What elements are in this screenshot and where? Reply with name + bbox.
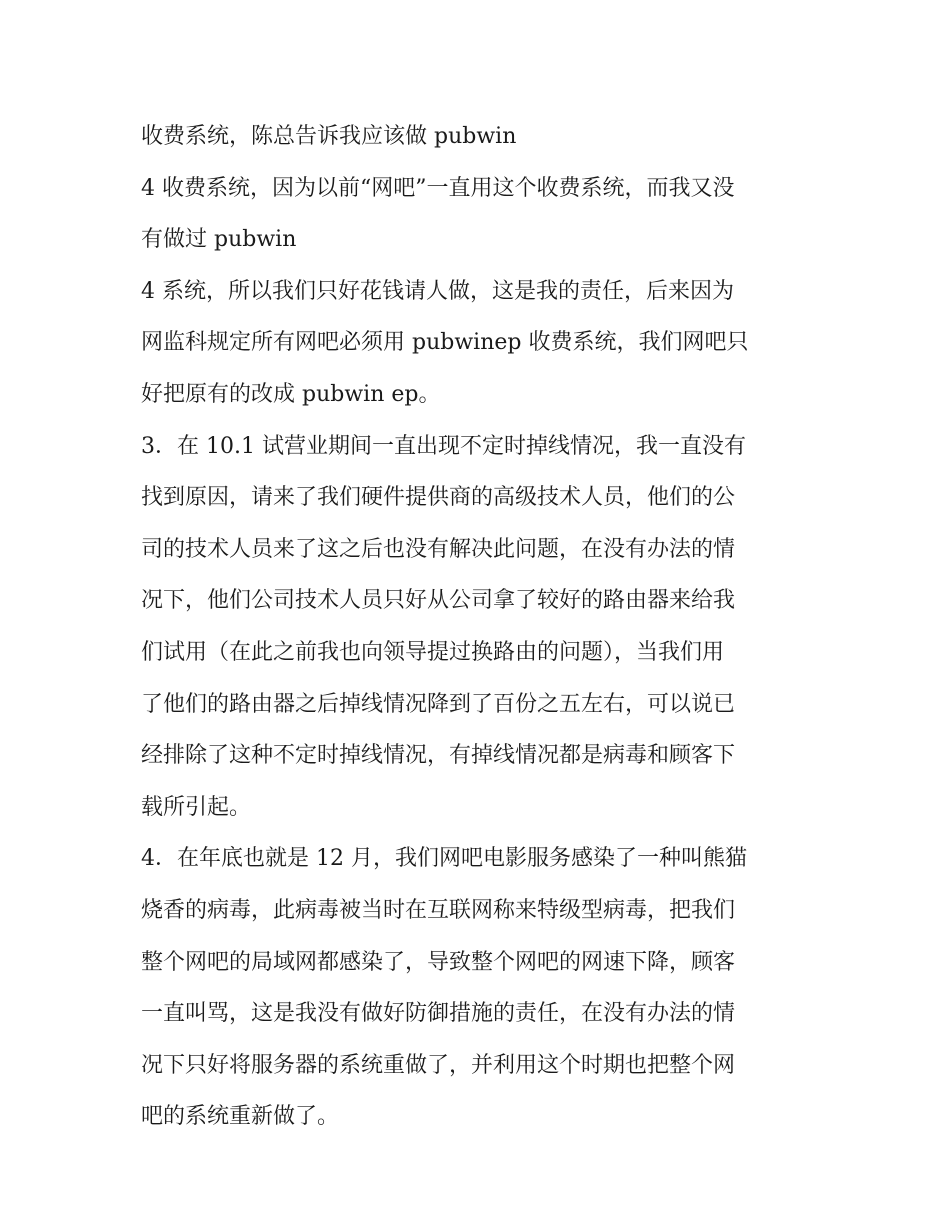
text-line: 载所引起。 [141, 794, 252, 820]
text-line: 收费系统，陈总告诉我应该做 pubwin [141, 124, 517, 149]
body-text [141, 111, 821, 1143]
text-line: 烧香的病毒，此病毒被当时在互联网称来特级型病毒，把我们 [141, 897, 736, 923]
text-line: 好把原有的改成 pubwin ep。 [141, 381, 441, 407]
text-line: 4 收费系统，因为以前“网吧”一直用这个收费系统，而我又没 [141, 175, 735, 201]
text-line: 网监科规定所有网吧必须用 pubwinep 收费系统，我们网吧只 [141, 330, 749, 356]
text-line: 4 系统，所以我们只好花钱请人做，这是我的责任，后来因为 [141, 278, 734, 304]
text-line: 经排除了这种不定时掉线情况，有掉线情况都是病毒和顾客下 [141, 743, 736, 769]
text-line: 3．在 10.1 试营业期间一直出现不定时掉线情况，我一直没有 [141, 433, 746, 459]
text-line: 了他们的路由器之后掉线情况降到了百份之五左右，可以说已 [141, 691, 736, 717]
text-line: 有做过 pubwin [141, 227, 297, 253]
text-line: 吧的系统重新做了。 [141, 1104, 340, 1130]
text-line: 们试用（在此之前我也向领导提过换路由的问题），当我们用 [141, 639, 725, 665]
text-line: 况下，他们公司技术人员只好从公司拿了较好的路由器来给我 [141, 588, 736, 614]
text-line: 找到原因，请来了我们硬件提供商的高级技术人员，他们的公 [141, 485, 736, 511]
text-line: 4．在年底也就是 12 月，我们网吧电影服务感染了一种叫熊猫 [141, 846, 747, 872]
text-line: 整个网吧的局域网都感染了，导致整个网吧的网速下降，顾客 [141, 949, 736, 975]
text-line: 况下只好将服务器的系统重做了，并利用这个时期也把整个网 [141, 1052, 736, 1078]
text-line: 一直叫骂，这是我没有做好防御措施的责任，在没有办法的情 [141, 1001, 736, 1027]
text-line: 司的技术人员来了这之后也没有解决此问题，在没有办法的情 [141, 536, 736, 562]
